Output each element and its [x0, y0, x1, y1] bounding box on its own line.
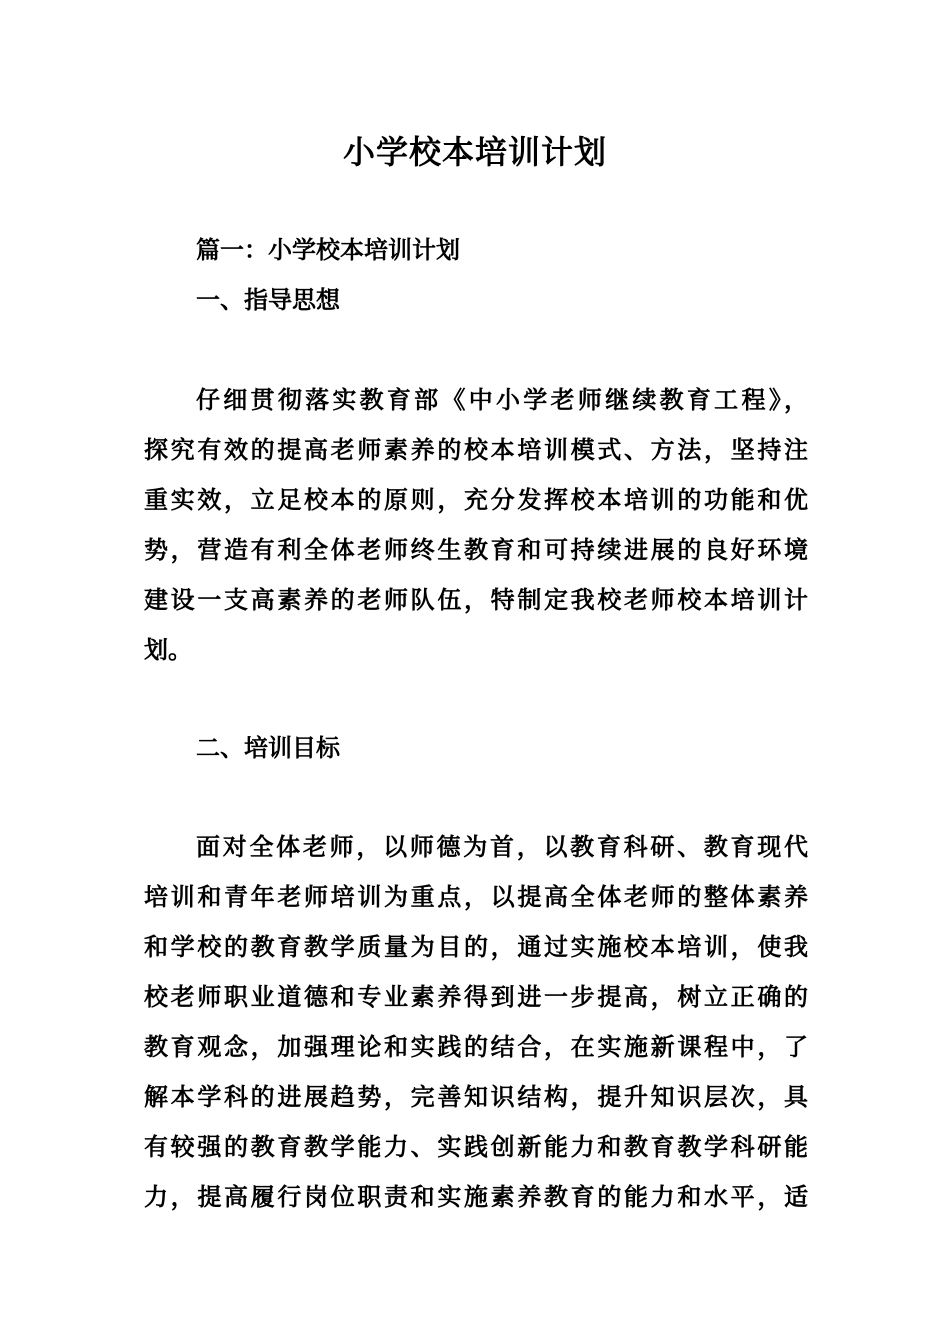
paragraph-guiding-ideology: [144, 375, 808, 675]
section-heading-guiding-ideology: 一、指导思想: [196, 286, 340, 314]
chapter-heading: 篇一：小学校本培训计划: [196, 236, 460, 264]
paragraph-line: 重实效，立足校本的原则，充分发挥校本培训的功能和优: [144, 486, 808, 514]
paragraph-line: 面对全体老师，以师德为首，以教育科研、教育现代: [196, 833, 808, 861]
paragraph-line: 和学校的教育教学质量为目的，通过实施校本培训，使我: [144, 933, 808, 961]
paragraph-line: 有较强的教育教学能力、实践创新能力和教育教学科研能: [144, 1133, 808, 1161]
paragraph-line: 力，提高履行岗位职责和实施素养教育的能力和水平，适: [144, 1183, 808, 1211]
paragraph-line: 势，营造有利全体老师终生教育和可持续进展的良好环境: [144, 536, 808, 564]
paragraph-line: 探究有效的提高老师素养的校本培训模式、方法，坚持注: [144, 436, 808, 464]
paragraph-line: 解本学科的进展趋势，完善知识结构，提升知识层次，具: [144, 1083, 808, 1111]
section-heading-training-goals: 二、培训目标: [196, 734, 340, 762]
document-title: 小学校本培训计划: [342, 133, 607, 171]
paragraph-line: 建设一支高素养的老师队伍，特制定我校老师校本培训计: [144, 586, 808, 614]
paragraph-training-goals: [144, 822, 808, 1222]
paragraph-line: 培训和青年老师培训为重点，以提高全体老师的整体素养: [144, 883, 808, 911]
paragraph-line: 划。: [144, 636, 192, 664]
paragraph-line: 校老师职业道德和专业素养得到进一步提高，树立正确的: [144, 983, 808, 1011]
paragraph-line: 仔细贯彻落实教育部《中小学老师继续教育工程》，: [196, 386, 808, 414]
paragraph-line: 教育观念，加强理论和实践的结合，在实施新课程中，了: [144, 1033, 808, 1061]
